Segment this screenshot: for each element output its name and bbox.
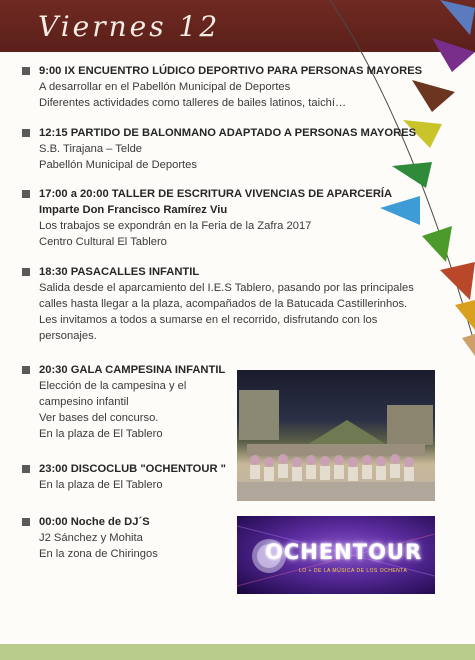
event-detail: Los trabajos se expondrán en la Feria de la Zafra 2017 bbox=[39, 220, 312, 232]
event-detail: En la plaza de El Tablero bbox=[39, 479, 163, 491]
event-item bbox=[22, 126, 442, 173]
event-subtitle: Imparte Don Francisco Ramírez Viu bbox=[39, 204, 228, 216]
event-title: 18:30 PASACALLES INFANTIL bbox=[39, 266, 200, 278]
event-title: 23:00 DISCOCLUB "OCHENTOUR " bbox=[39, 463, 226, 475]
ochentour-logo: OCHENTOUR bbox=[265, 540, 423, 564]
event-detail: personajes. bbox=[39, 330, 97, 342]
event-detail: Ver bases del concurso. bbox=[39, 412, 159, 424]
ochentour-subtitle: LO + DE LA MÚSICA DE LOS OCHENTA bbox=[299, 568, 408, 574]
footer-band bbox=[0, 644, 475, 660]
event-title: 12:15 PARTIDO DE BALONMANO ADAPTADO A PERSONAS MAYORES bbox=[39, 127, 417, 139]
event-item bbox=[22, 64, 442, 111]
event-item bbox=[22, 187, 442, 250]
event-detail: En la plaza de El Tablero bbox=[39, 428, 163, 440]
event-title: 17:00 a 20:00 TALLER DE ESCRITURA VIVENCIAS DE APARCERÍA bbox=[39, 188, 393, 200]
pennant-1 bbox=[440, 0, 475, 35]
pennant-10 bbox=[462, 334, 475, 356]
event-detail: calles hasta llegar a la plaza, acompañados de la Batucada Castillerinhos. bbox=[39, 298, 408, 310]
event-detail: campesino infantil bbox=[39, 396, 129, 408]
event-detail: Centro Cultural El Tablero bbox=[39, 236, 167, 248]
event-item bbox=[22, 265, 442, 344]
gala-photo bbox=[237, 370, 435, 501]
event-detail: Elección de la campesina y el bbox=[39, 380, 187, 392]
pennant-9 bbox=[455, 300, 475, 330]
event-detail: A desarrollar en el Pabellón Municipal de Deportes bbox=[39, 81, 291, 93]
ochentour-photo bbox=[237, 516, 435, 594]
pennant-8 bbox=[440, 262, 475, 300]
event-title: 9:00 IX ENCUENTRO LÚDICO DEPORTIVO PARA PERSONAS MAYORES bbox=[39, 65, 423, 77]
event-detail: J2 Sánchez y Mohita bbox=[39, 532, 143, 544]
event-title: 00:00 Noche de DJ´S bbox=[39, 516, 150, 528]
page-title: Viernes 12 bbox=[38, 10, 221, 43]
event-detail: Les invitamos a todos a sumarse en el recorrido, disfrutando con los bbox=[39, 314, 378, 326]
event-detail: Salida desde el aparcamiento del I.E.S Tablero, pasando por las principales bbox=[39, 282, 414, 294]
event-detail: Diferentes actividades como talleres de bailes latinos, taichí… bbox=[39, 97, 347, 109]
event-detail: S.B. Tirajana – Telde bbox=[39, 143, 143, 155]
event-detail: En la zona de Chiringos bbox=[39, 548, 158, 560]
event-title: 20:30 GALA CAMPESINA INFANTIL bbox=[39, 364, 226, 376]
event-detail: Pabellón Municipal de Deportes bbox=[39, 159, 197, 171]
gala-photo-illustration bbox=[237, 370, 435, 501]
